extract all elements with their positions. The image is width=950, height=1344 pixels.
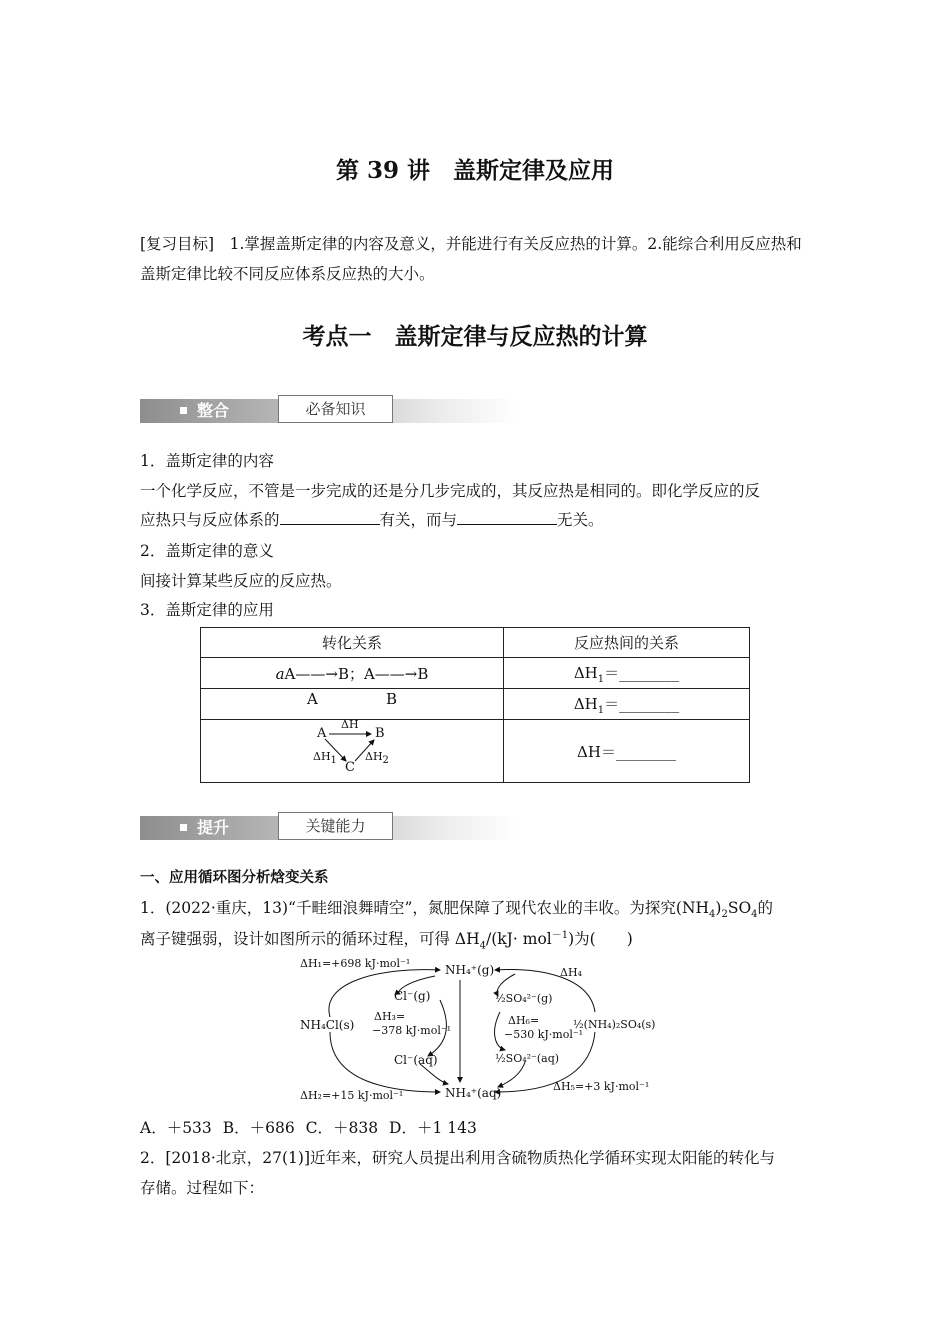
banner-improve <box>140 812 518 846</box>
table-header: 反应热间的关系 <box>504 628 750 658</box>
q2-line1: 2．[2018·北京，27(1)]近年来，研究人员提出利用含硫物质热化学循环实现太阳能的转化与 <box>140 1149 776 1167</box>
review-goals <box>140 229 812 289</box>
page-title: 第 39 讲 盖斯定律及应用 <box>335 157 615 184</box>
section-title: 考点一 盖斯定律与反应热的计算 <box>302 323 648 350</box>
review-label: [复习目标] <box>140 235 215 253</box>
banner-integrate <box>140 395 518 429</box>
item3-heading: 3．盖斯定律的应用 <box>140 601 274 619</box>
table-cell: ΔH＝________ <box>504 720 750 783</box>
item1-line1: 一个化学反应，不管是一步完成的还是分几步完成的，其反应热是相同的。即化学反应的反 <box>140 482 761 500</box>
option-b[interactable]: B．＋686 <box>222 1119 295 1137</box>
banner-tag: 必备知识 <box>278 395 393 423</box>
relation-table <box>200 627 750 783</box>
table-header: 转化关系 <box>201 628 504 658</box>
option-d[interactable]: D．＋1 143 <box>389 1119 477 1137</box>
table-cell: $\Delta H_1=\_\_\_\_\_\_\_\_$ <box>504 658 750 689</box>
square-icon <box>180 824 187 831</box>
banner-tag: 关键能力 <box>278 812 393 840</box>
answer-options <box>140 1116 483 1138</box>
square-icon <box>180 407 187 414</box>
q1-line2: 离子键强弱，设计如图所示的循环过程，可得 $\Delta H_4/(kJ\cdot mol^{-1})$为( ) <box>140 930 633 952</box>
option-a[interactable]: A．＋533 <box>140 1119 212 1137</box>
fill-blank[interactable] <box>280 509 380 525</box>
item2-heading: 2．盖斯定律的意义 <box>140 542 274 560</box>
item2-text: 间接计算某些反应的反应热。 <box>140 572 342 590</box>
fill-blank[interactable] <box>457 509 557 525</box>
option-c[interactable]: C．＋838 <box>305 1119 379 1137</box>
item1-line2: 应热只与反应体系的 有关，而与 无关。 <box>140 511 604 529</box>
table-cell: A B C ΔH $\Delta H_1$ $\Delta H_2$ <box>201 720 504 783</box>
table-cell: aA——→B；A——→B <box>201 658 504 689</box>
item1-heading: 1．盖斯定律的内容 <box>140 452 274 470</box>
table-cell: $\Delta H_1=\_\_\_\_\_\_\_\_$ <box>504 689 750 720</box>
q2-line2: 存储。过程如下： <box>140 1179 265 1197</box>
part1-heading: 一、应用循环图分析焓变关系 <box>140 870 329 886</box>
cycle-diagram: ΔH₁=+698 kJ·mol⁻¹ NH₄⁺(g) ΔH₄ Cl⁻(g) ΔH₃= −378 kJ·mol⁻¹ NH₄Cl(s) Cl⁻(aq) ΔH₂=+15 kJ·mol⁻¹ NH₄⁺(aq) ½SO₄²⁻(g) ΔH₆= −530 kJ·mol⁻¹ ½(NH₄)₂SO₄(s) ½SO₄²⁻(aq) ΔH₅=+3 kJ·mol⁻¹ <box>290 952 660 1112</box>
banner-label: 整合 <box>197 401 230 420</box>
banner-label: 提升 <box>197 818 230 837</box>
q1-line1: 1．(2022·重庆，13)“千畦细浪舞晴空”，氮肥保障了现代农业的丰收。为探究$(NH_4)_2SO_4$的 <box>140 899 774 921</box>
review-text: 1.掌握盖斯定律的内容及意义，并能进行有关反应热的计算。2.能综合利用反应热和盖斯定律比较不同反应体系反应热的大小。 <box>140 235 802 283</box>
table-cell: A B <box>201 689 504 720</box>
